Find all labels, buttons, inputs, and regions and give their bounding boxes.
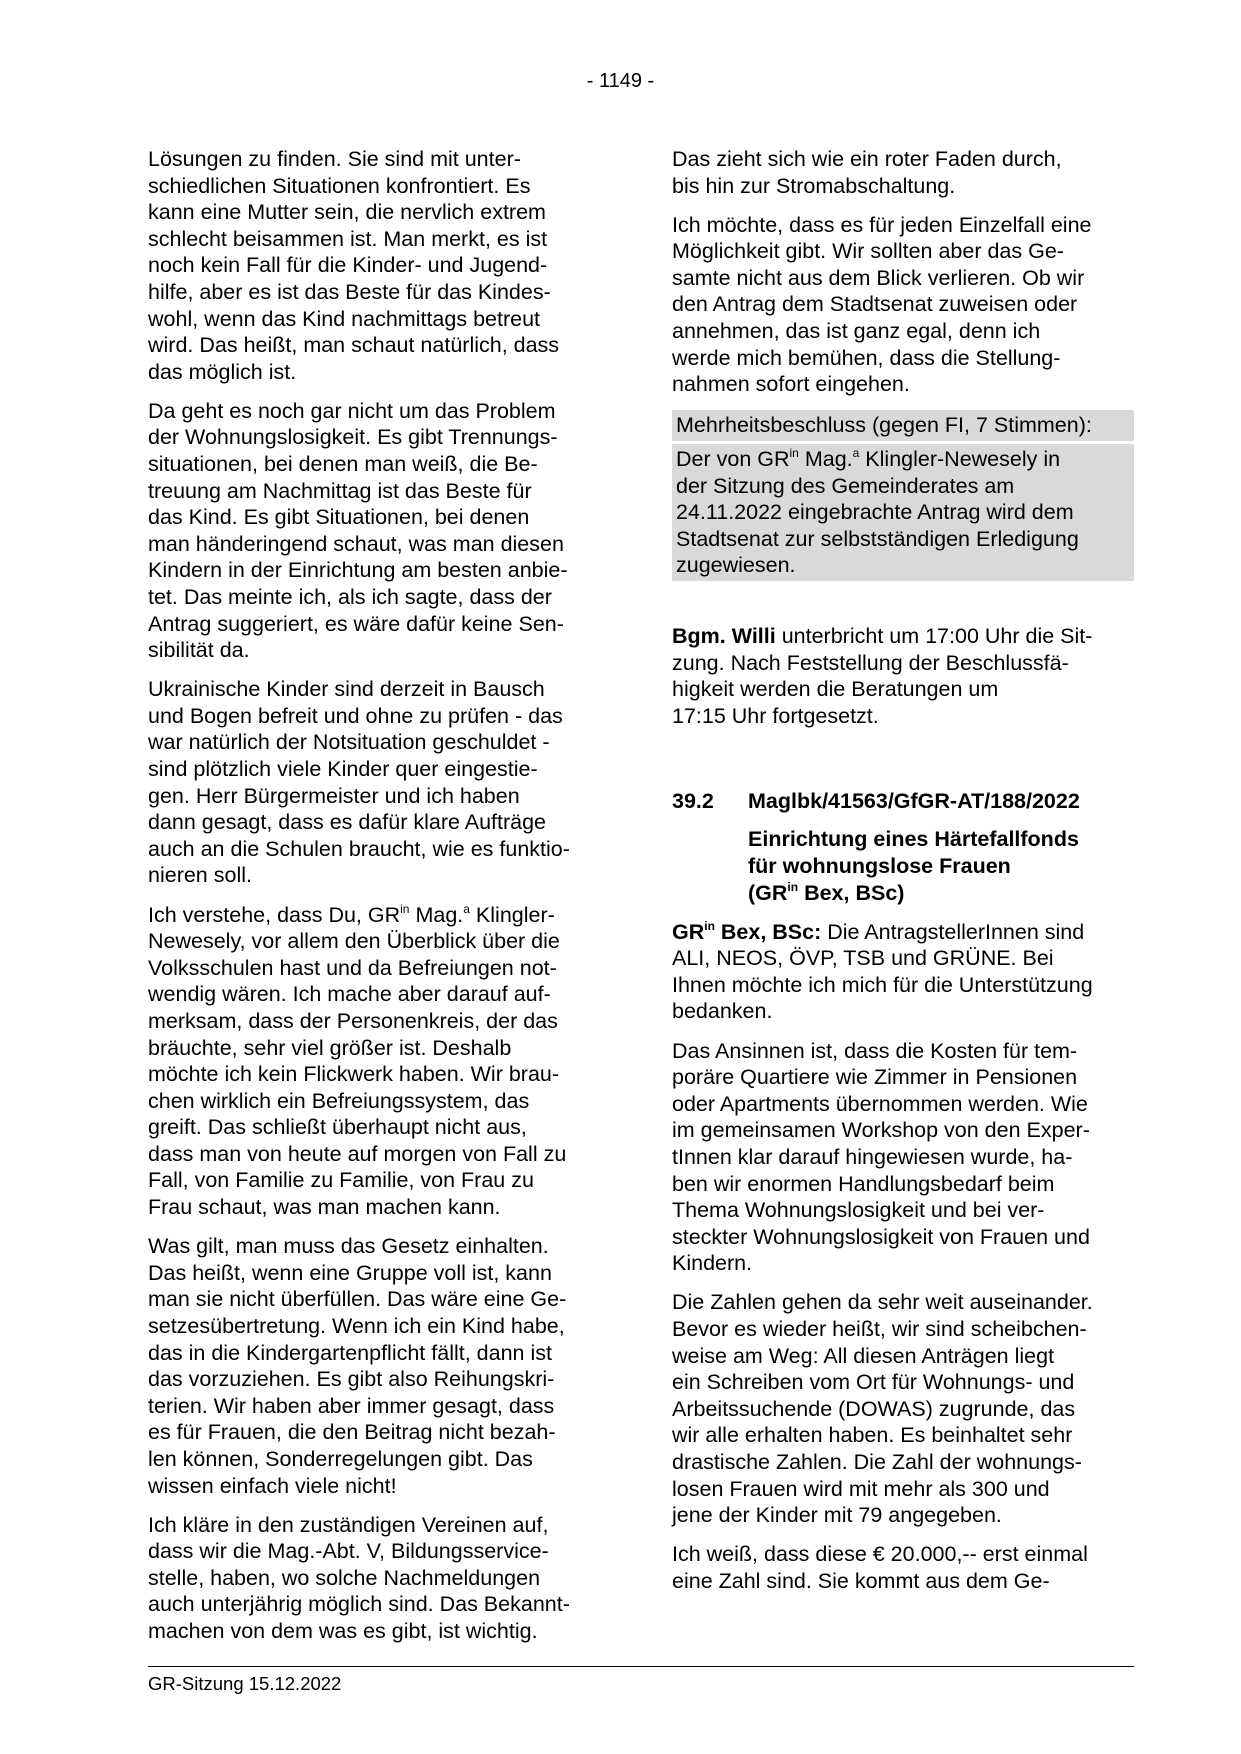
text-span: Mag.: [798, 446, 853, 471]
paragraph: [148, 902, 608, 1221]
resolution-text: [672, 444, 1134, 581]
superscript: in: [400, 901, 410, 916]
superscript: in: [789, 445, 799, 460]
text-span: Klingler- Newesely, vor allem den Überblick über die Volksschulen hast und da Befreiungen not- wendig wären. Ich mache aber darauf auf- merksam, dass der Personenkreis, der das bräuchte, sehr viel größer ist. Deshalb möchte ich kein Flickwerk haben. Wir brau- chen wirklich ein Befreiungssystem, das greift. Das schließt überhaupt nicht aus, dass man von heute auf morgen von Fall zu Fall, von Familie zu Familie, von Frau zu Frau schaut, was man machen kann.: [148, 902, 567, 1220]
text-span: Ich verstehe, dass Du, GR: [148, 902, 401, 927]
paragraph: Ukrainische Kinder sind derzeit in Bausch und Bogen befreit und ohne zu prüfen - das war natürlich der Notsituation geschuldet - sind plötzlich viele Kinder quer eingestie- gen. Herr Bürgermeister und ich haben dann gesagt, dass es dafür klare Aufträge auch an die Schulen braucht, wie es funktio- nieren soll.: [148, 677, 570, 888]
superscript: a: [852, 445, 860, 460]
speaker-name: Bgm. Willi: [672, 623, 776, 648]
session-interruption-note: [672, 623, 1134, 729]
superscript: a: [463, 901, 470, 916]
speaker-paragraph: [672, 919, 1134, 1025]
page-number: - 1149 -: [586, 70, 655, 92]
text-span: Klingler-Newesely in der Sitzung des Gemeinderates am 24.11.2022 eingebrachte Antrag wird dem Stadtsenat zur selbstständigen Erledigung zugewiesen.: [676, 446, 1079, 578]
text-span: Mag.: [409, 902, 464, 927]
text-span: Bex, BSc): [798, 880, 905, 905]
paragraph: Was gilt, man muss das Gesetz einhalten. Das heißt, wenn eine Gruppe voll ist, kann man sie nicht überfüllen. Das wäre eine Ge- setzesübertretung. Wenn ich ein Kind habe, das in die Kindergartenpflicht fällt, dann ist das vorzuziehen. Es gibt also Reihungskri- terien. Wir haben aber immer gesagt, dass es für Frauen, die den Beitrag nicht bezah- len können, Sonderregelungen gibt. Das wissen einfach viele nicht!: [148, 1234, 567, 1498]
paragraph: Das Ansinnen ist, dass die Kosten für tem- poräre Quartiere wie Zimmer in Pensionen oder Apartments übernommen werden. Wie im gemeinsamen Workshop von den Exper- tInnen klar darauf hingewiesen wurde, ha- ben wir enormen Handlungsbedarf beim Thema Wohnungslosigkeit und bei ver- steckter Wohnungslosigkeit von Frauen und Kindern.: [672, 1038, 1090, 1276]
paragraph: Das zieht sich wie ein roter Faden durch, bis hin zur Stromabschaltung.: [672, 147, 1062, 198]
right-column: [672, 146, 1134, 1607]
section-reference: Maglbk/41563/GfGR-AT/188/2022: [748, 788, 1080, 813]
paragraph: Da geht es noch gar nicht um das Problem der Wohnungslosigkeit. Es gibt Trennungs- situationen, bei denen man weiß, die Be- treuung am Nachmittag ist das Beste für das Kind. Es gibt Situationen, bei denen man händeringend schaut, was man diesen Kindern in der Einrichtung am besten anbie- tet. Das meinte ich, als ich sagte, dass der Antrag suggeriert, es wäre dafür keine Sen- sibilität da.: [148, 398, 568, 663]
text-span: Einrichtung eines Härtefallfonds für wohnungslose Frauen (GR: [748, 827, 1079, 905]
paragraph: Ich weiß, dass diese € 20.000,-- erst einmal eine Zahl sind. Sie kommt aus dem Ge-: [672, 1542, 1088, 1593]
footer-text: GR-Sitzung 15.12.2022: [148, 1673, 342, 1694]
speaker-name: $GR^{in}$ Bex, BSc:: [672, 918, 822, 944]
superscript: in: [704, 918, 715, 933]
paragraph: Ich möchte, dass es für jeden Einzelfall eine Möglichkeit gibt. Wir sollten aber das Ge- samte nicht aus dem Blick verlieren. Ob wir den Antrag dem Stadtsenat zuweisen oder annehmen, das ist ganz egal, denn ich werde mich bemühen, dass die Stellung- nahmen sofort eingehen.: [672, 212, 1092, 397]
text-span: unterbricht um 17:00 Uhr die Sit- zung. Nach Feststellung der Beschlussfä- higkeit werden die Beratungen um 17:15 Uhr fortgesetzt.: [672, 623, 1093, 728]
footer-divider: [148, 1666, 1134, 1667]
superscript: in: [787, 879, 799, 894]
paragraph: Die Zahlen gehen da sehr weit auseinander. Bevor es wieder heißt, wir sind scheibchen- weise am Weg: All diesen Anträgen liegt ein Schreiben vom Ort für Wohnungs- und Arbeitssuchende (DOWAS) zugrunde, das wir alle erhalten haben. Es beinhaltet sehr drastische Zahlen. Die Zahl der wohnungs- losen Frauen wird mit mehr als 300 und jene der Kinder mit 79 angegeben.: [672, 1290, 1093, 1528]
paragraph: Ich kläre in den zuständigen Vereinen auf, dass wir die Mag.-Abt. V, Bildungsservice- stelle, haben, wo solche Nachmeldungen auch unterjährig möglich sind. Das Bekannt- machen von dem was es gibt, ist wichtig.: [148, 1512, 570, 1643]
text-span: Der von GR: [676, 446, 790, 471]
text-span: Die AntragstellerInnen sind ALI, NEOS, ÖVP, TSB und GRÜNE. Bei Ihnen möchte ich mich für die Unterstützung bedanken.: [672, 919, 1093, 1024]
left-column: [148, 146, 608, 1657]
section-number: 39.2: [672, 788, 714, 813]
section-title: [748, 826, 1134, 906]
section-heading: [672, 788, 1134, 815]
paragraph: Lösungen zu finden. Sie sind mit unter- schiedlichen Situationen konfrontiert. Es kann eine Mutter sein, die nervlich extrem schlecht beisammen ist. Man merkt, es ist noch kein Fall für die Kinder- und Jugend- hilfe, aber es ist das Beste für das Kindes- wohl, wenn das Kind nachmittags betreut wird. Das heißt, man schaut natürlich, dass das möglich ist.: [148, 147, 560, 384]
resolution-heading: Mehrheitsbeschluss (gegen FI, 7 Stimmen):: [672, 410, 1134, 441]
